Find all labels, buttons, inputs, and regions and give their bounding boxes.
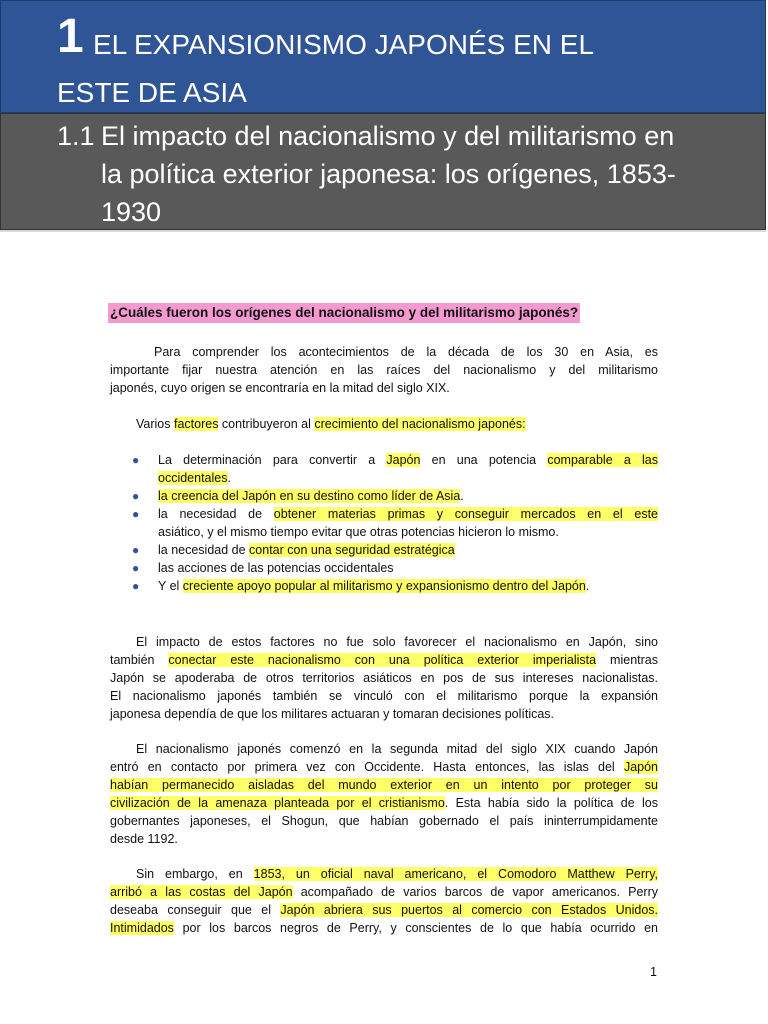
chapter-number: 1: [57, 10, 84, 63]
section-title-line: El impacto del nacionalismo y del militarismo en: [101, 121, 675, 151]
bullet-icon: ●: [132, 489, 140, 503]
text-line: Japón se apoderaba de otros territorios asiáticos en pos de sus intereses nacionalistas.: [110, 671, 658, 685]
section-title-line: la política exterior japonesa: los orígenes, 1853-: [101, 159, 676, 189]
header-divider: [0, 230, 766, 232]
text-line: El nacionalismo japonés también se vinculó con el militarismo porque la expansión: [110, 689, 658, 703]
paragraph-perry: [110, 865, 658, 937]
list-item: ● Y el creciente apoyo popular al militarismo y expansionismo dentro del Japón.: [132, 579, 590, 593]
bullet-icon: ●: [132, 453, 140, 467]
paragraph-factors: [110, 415, 658, 433]
text-line: Intimidados por los barcos negros de Perry, y conscientes de lo que había ocurrido en: [110, 921, 658, 935]
paragraph-origin: [110, 740, 658, 848]
text-line: habían permanecido aisladas del mundo exterior en un intento por proteger su: [110, 778, 658, 792]
text-line: japonesa dependía de que los militares actuaran y tomaran decisiones políticas.: [110, 707, 555, 721]
paragraph-intro: [110, 343, 658, 397]
section-header: [0, 113, 766, 230]
text-line: importante fijar nuestra atención en las raíces del nacionalismo y del militarismo: [110, 363, 658, 377]
text-line: entró en contacto por primera vez con Occidente. Hasta entonces, las islas del Japón: [110, 760, 658, 774]
text-line: El impacto de estos factores no fue solo favorecer el nacionalismo en Japón, sino: [136, 635, 658, 649]
text-line: Sin embargo, en 1853, un oficial naval americano, el Comodoro Matthew Perry,: [136, 867, 658, 881]
guiding-question: ¿Cuáles fueron los orígenes del nacionalismo y del militarismo japonés?: [108, 303, 580, 323]
list-item: ● La determinación para convertir a Japón en una potencia comparable a las occidentales.: [132, 453, 658, 485]
list-item: ● la necesidad de obtener materias primas y conseguir mercados en el este asiático, y el mismo tiempo evitar que otras potencias hicieron lo mismo.: [132, 507, 658, 539]
bullet-icon: ●: [132, 507, 140, 521]
factors-list: [110, 451, 658, 595]
bullet-icon: ●: [132, 543, 140, 557]
list-item: ● la necesidad de contar con una seguridad estratégica: [132, 543, 455, 557]
chapter-header: [0, 0, 766, 113]
text-line: también conectar este nacionalismo con una política exterior imperialista mientras: [110, 653, 658, 667]
chapter-title-line1: EL EXPANSIONISMO JAPONÉS EN EL: [93, 29, 595, 60]
text-line: El nacionalismo japonés comenzó en la segunda mitad del siglo XIX cuando Japón: [136, 742, 658, 756]
section-title: [101, 117, 761, 231]
text-line: desde 1192.: [110, 832, 178, 846]
bullet-icon: ●: [132, 561, 140, 575]
section-title-line: 1930: [101, 197, 162, 227]
page-number: 1: [650, 965, 657, 979]
text-line: civilización de la amenaza planteada por el cristianismo. Esta había sido la política de los: [110, 796, 658, 810]
bullet-icon: ●: [132, 579, 140, 593]
text-line: gobernantes japoneses, el Shogun, que habían gobernado el país ininterrumpidamente: [110, 814, 658, 828]
chapter-title-line2: ESTE DE ASIA: [57, 77, 247, 108]
list-item: ● la creencia del Japón en su destino como líder de Asia.: [132, 489, 464, 503]
text-line: japonés, cuyo origen se encontraría en la mitad del siglo XIX.: [110, 381, 450, 395]
text-line: deseaba conseguir que el Japón abriera sus puertos al comercio con Estados Unidos.: [110, 903, 658, 917]
section-number: 1.1: [57, 121, 95, 151]
text-line: arribó a las costas del Japón acompañado de varios barcos de vapor americanos. Perry: [110, 885, 659, 899]
list-item: ● las acciones de las potencias occidentales: [132, 561, 394, 575]
paragraph-impact: [110, 633, 658, 723]
text-line: Para comprender los acontecimientos de la década de los 30 en Asia, es: [154, 345, 658, 359]
text-line: Varios factores contribuyeron al crecimiento del nacionalismo japonés:: [136, 417, 526, 431]
